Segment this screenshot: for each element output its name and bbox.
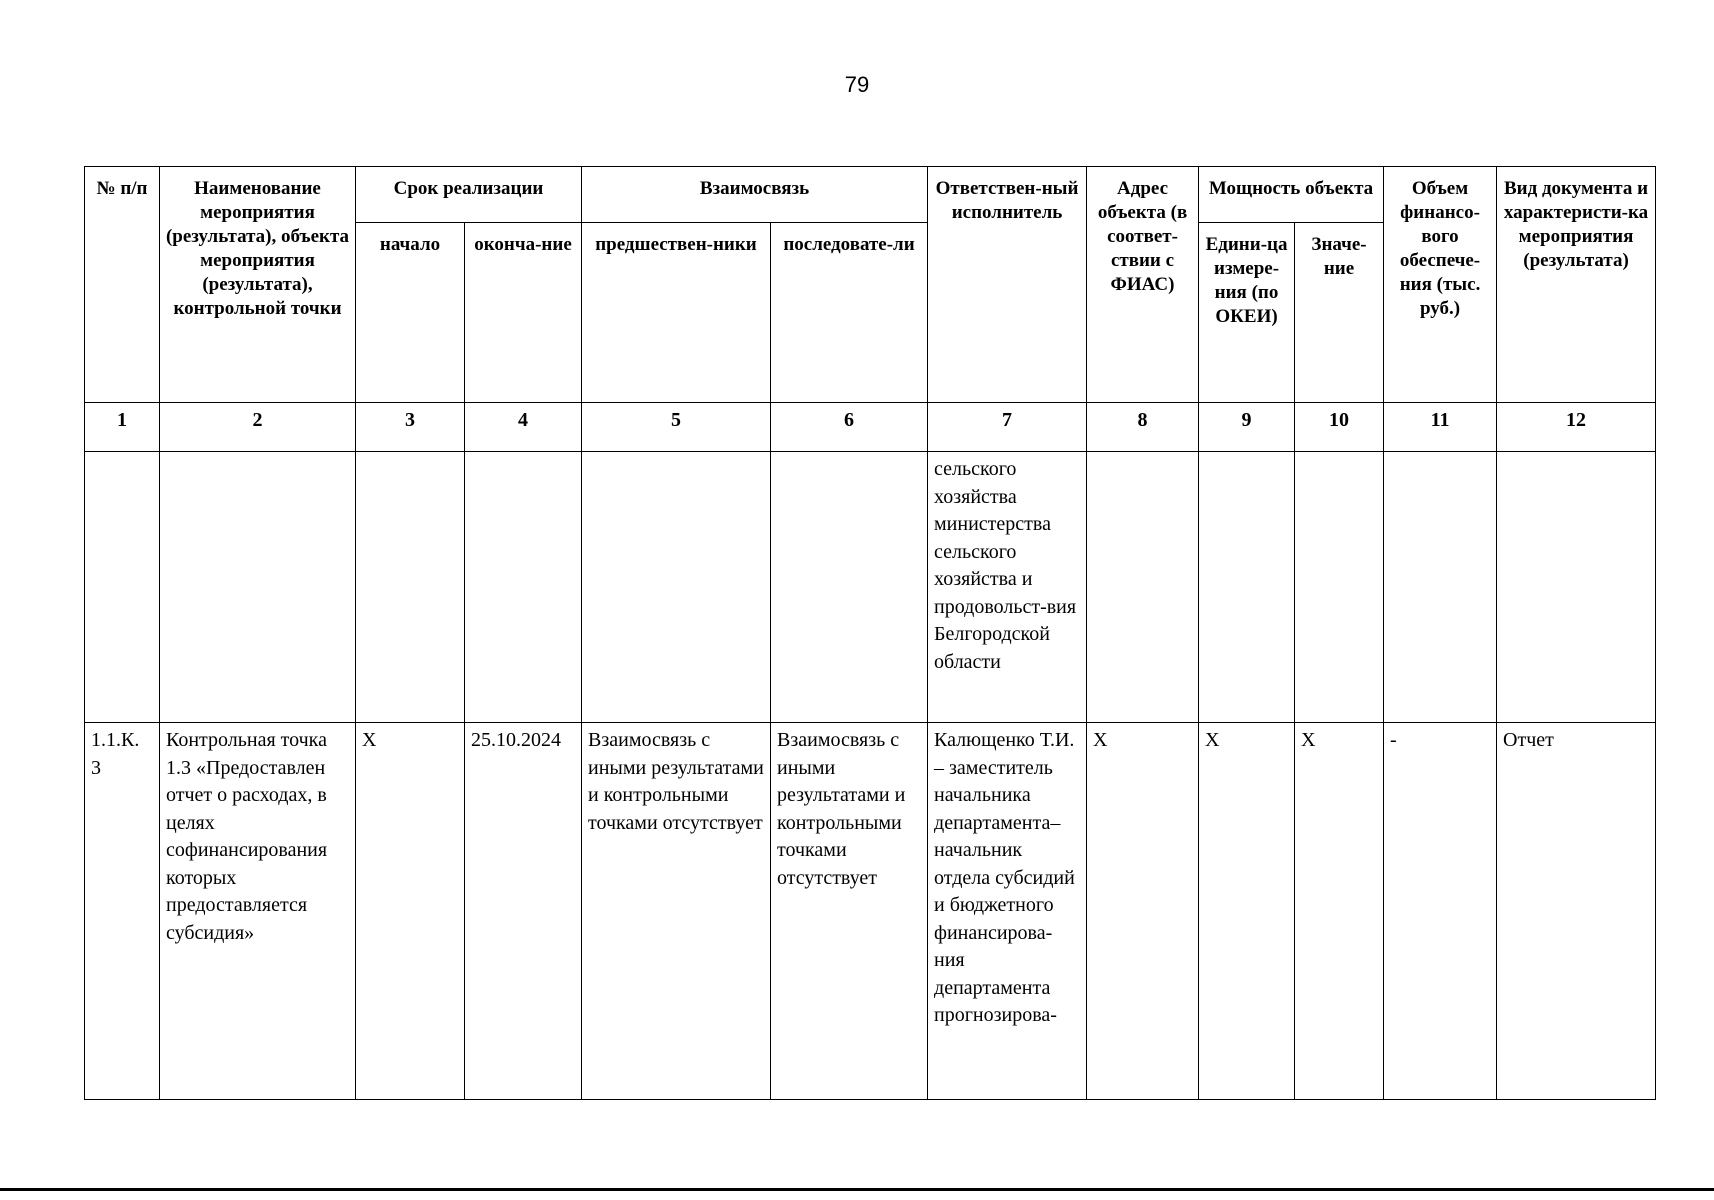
page-number: 79 (844, 72, 870, 97)
column-number: 6 (771, 403, 928, 452)
column-number-row (85, 403, 1656, 452)
table-cell (1384, 452, 1497, 723)
header-term-end: оконча-ние (465, 223, 582, 403)
cell-document: Отчет (1497, 723, 1656, 1100)
header-unit: Едини-ца измере-ния (по ОКЕИ) (1199, 223, 1295, 403)
table-cell (1295, 452, 1384, 723)
cell-name: Контрольная точка 1.3 «Предоставлен отчет о расходах, в целях софинансирования которых предоставляется субсидия» (160, 723, 356, 1100)
cell-finance: - (1384, 723, 1497, 1100)
cell-value: X (1295, 723, 1384, 1100)
cell-num: 1.1.К. 3 (85, 723, 160, 1100)
header-name: Наименование мероприятия (результата), объекта мероприятия (результата), контрольной точки (160, 167, 356, 403)
header-value: Значе-ние (1295, 223, 1384, 403)
column-number: 7 (928, 403, 1087, 452)
header-capacity: Мощность объекта (1199, 167, 1384, 223)
column-number: 2 (160, 403, 356, 452)
column-number: 5 (582, 403, 771, 452)
column-number: 1 (85, 403, 160, 452)
table-cell (160, 452, 356, 723)
column-number: 3 (356, 403, 465, 452)
page-bottom-border (0, 1188, 1714, 1191)
header-term: Срок реализации (356, 167, 582, 223)
table-row-continued (85, 452, 1656, 723)
cell-address: X (1087, 723, 1199, 1100)
activity-table (84, 166, 1656, 1100)
header-link: Взаимосвязь (582, 167, 928, 223)
header-term-start: начало (356, 223, 465, 403)
cell-prev: Взаимосвязь с иными результатами и контрольными точками отсутствует (582, 723, 771, 1100)
header-document: Вид документа и характеристи-ка мероприятия (результата) (1497, 167, 1656, 403)
header-finance: Объем финансо-вого обеспече-ния (тыс. руб.) (1384, 167, 1497, 403)
cell-unit: X (1199, 723, 1295, 1100)
header-responsible: Ответствен-ный исполнитель (928, 167, 1087, 403)
column-number: 8 (1087, 403, 1199, 452)
table-cell (356, 452, 465, 723)
table-cell (1497, 452, 1656, 723)
column-number: 11 (1384, 403, 1497, 452)
cell-next: Взаимосвязь с иными результатами и контрольными точками отсутствует (771, 723, 928, 1100)
column-number: 4 (465, 403, 582, 452)
table-cell (1199, 452, 1295, 723)
table-cell (582, 452, 771, 723)
table-row (85, 723, 1656, 1100)
table-cell (465, 452, 582, 723)
table-cell (85, 452, 160, 723)
column-number: 9 (1199, 403, 1295, 452)
cell-responsible-continued: сельского хозяйства министерства сельского хозяйства и продовольст-вия Белгородской области (928, 452, 1087, 723)
cell-start: X (356, 723, 465, 1100)
table-cell (771, 452, 928, 723)
header-address: Адрес объекта (в соответ-ствии с ФИАС) (1087, 167, 1199, 403)
column-number: 12 (1497, 403, 1656, 452)
cell-end: 25.10.2024 (465, 723, 582, 1100)
column-number: 10 (1295, 403, 1384, 452)
header-num: № п/п (85, 167, 160, 403)
header-link-next: последовате-ли (771, 223, 928, 403)
cell-responsible: Калющенко Т.И. – заместитель начальника департамента– начальник отдела субсидий и бюджетного финансирова-ния департамента прогнозирова- (928, 723, 1087, 1100)
header-link-prev: предшествен-ники (582, 223, 771, 403)
table-cell (1087, 452, 1199, 723)
